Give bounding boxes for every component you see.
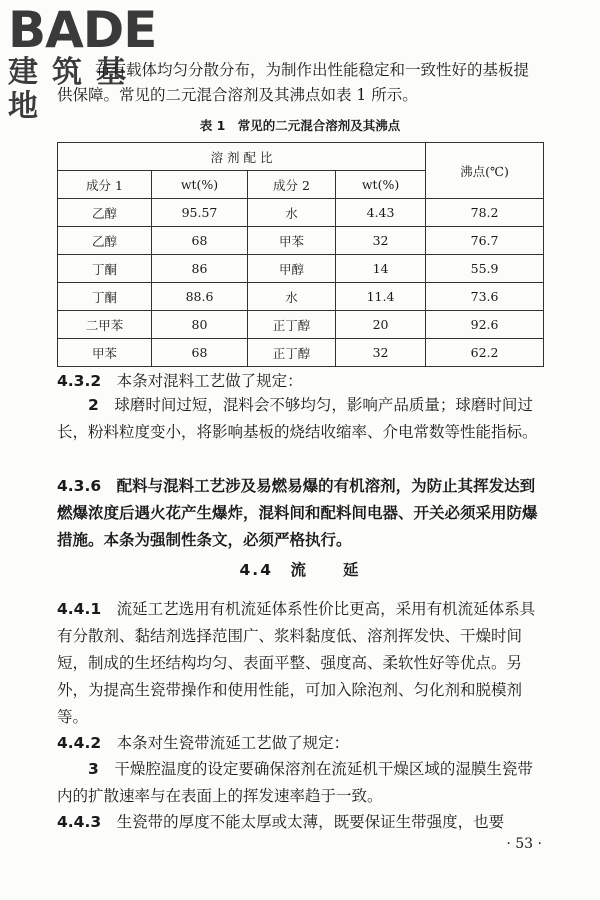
solvent-table: [57, 142, 543, 367]
table-cell: 95.57: [152, 199, 248, 227]
table-cell: 4.43: [336, 199, 426, 227]
section-4-3-2: [57, 368, 547, 395]
item-number: 3: [88, 760, 99, 778]
table-cell: 乙醇: [58, 199, 152, 227]
table-cell: 乙醇: [58, 227, 152, 255]
section-heading-4-4: 4.4 流 延: [239, 561, 361, 579]
table-cell: 正丁醇: [248, 311, 336, 339]
item-text: 球磨时间过短，混料会不够均匀，影响产品质量；球磨时间过长，粉料粒度变小，将影响基板的烧结收缩率、介电常数等性能指标。: [57, 396, 538, 441]
table-cell: 68: [152, 227, 248, 255]
table-cell: 88.6: [152, 283, 248, 311]
table-cell: 甲苯: [248, 227, 336, 255]
section-text: 流延工艺选用有机流延体系性价比更高，采用有机流延体系具有分散剂、黏结剂选择范围广、浆料黏度低、溶剂挥发快、干燥时间短，制成的生坯结构均匀、表面平整、强度高、柔软性好等优点。另外，为提高生瓷带操作和使用性能，可加入除泡剂、匀化剂和脱模剂等。: [57, 600, 536, 726]
table-cell: 32: [336, 227, 426, 255]
item-number: 2: [88, 396, 99, 414]
table-cell: 丁酮: [58, 255, 152, 283]
intro-paragraph: 布有载体均匀分散分布，为制作出性能稳定和一致性好的基板提供保障。常见的二元混合溶剂及其沸点如表 1 所示。: [57, 61, 530, 104]
section-text: 本条对混料工艺做了规定：: [116, 372, 303, 390]
table-row: [58, 339, 544, 367]
table-cell: 水: [248, 283, 336, 311]
table-cell: 水: [248, 199, 336, 227]
col-header: 成分 2: [248, 171, 336, 199]
col-header: wt(%): [336, 171, 426, 199]
table-row: [58, 255, 544, 283]
col-header: wt(%): [152, 171, 248, 199]
col-header: 成分 1: [58, 171, 152, 199]
boiling-header: 沸点(℃): [426, 143, 544, 199]
table-cell: 11.4: [336, 283, 426, 311]
table-cell: 甲醇: [248, 255, 336, 283]
table-cell: 80: [152, 311, 248, 339]
section-text: 生瓷带的厚度不能太厚或太薄，既要保证生带强度，也要: [116, 813, 505, 831]
table-cell: 78.2: [426, 199, 544, 227]
table-cell: 32: [336, 339, 426, 367]
table-cell: 正丁醇: [248, 339, 336, 367]
table-cell: 丁酮: [58, 283, 152, 311]
table-cell: 二甲苯: [58, 311, 152, 339]
section-number: 4.4.3: [57, 813, 102, 831]
table-cell: 92.6: [426, 311, 544, 339]
section-text: 本条对生瓷带流延工艺做了规定：: [116, 734, 350, 752]
section-4-4-2-item: [57, 756, 547, 810]
item-text: 干燥腔温度的设定要确保溶剂在流延机干燥区域的湿膜生瓷带内的扩散速率与在表面上的挥发速率趋于一致。: [57, 760, 533, 805]
table-row: [58, 227, 544, 255]
section-4-4-1: [57, 596, 547, 731]
table-cell: 68: [152, 339, 248, 367]
table-row: [58, 199, 544, 227]
section-text: 配料与混料工艺涉及易燃易爆的有机溶剂，为防止其挥发达到燃爆浓度后遇火花产生爆炸，混料间和配料间电器、开关必须采用防爆措施。本条为强制性条文，必须严格执行。: [57, 477, 538, 549]
table-cell: 86: [152, 255, 248, 283]
table-row: [58, 283, 544, 311]
group-header: 溶 剂 配 比: [58, 143, 426, 171]
section-number: 4.4.1: [57, 600, 102, 618]
section-4-3-2-item: [57, 392, 547, 446]
table-cell: 73.6: [426, 283, 544, 311]
section-4-4-3: [57, 809, 547, 836]
table-cell: 62.2: [426, 339, 544, 367]
table-cell: 55.9: [426, 255, 544, 283]
section-4-3-6: [57, 473, 547, 554]
table-title: 表 1 常见的二元混合溶剂及其沸点: [199, 118, 401, 133]
page-number: · 53 ·: [506, 836, 542, 852]
section-number: 4.3.6: [57, 477, 102, 495]
table-row: [58, 311, 544, 339]
section-number: 4.3.2: [57, 372, 102, 390]
table-cell: 14: [336, 255, 426, 283]
table-cell: 甲苯: [58, 339, 152, 367]
table-cell: 76.7: [426, 227, 544, 255]
section-4-4-2: [57, 730, 547, 757]
table-cell: 20: [336, 311, 426, 339]
logo-brand-text: BADE: [8, 1, 157, 59]
logo-subtitle: 建筑基地: [8, 55, 140, 124]
section-number: 4.4.2: [57, 734, 102, 752]
